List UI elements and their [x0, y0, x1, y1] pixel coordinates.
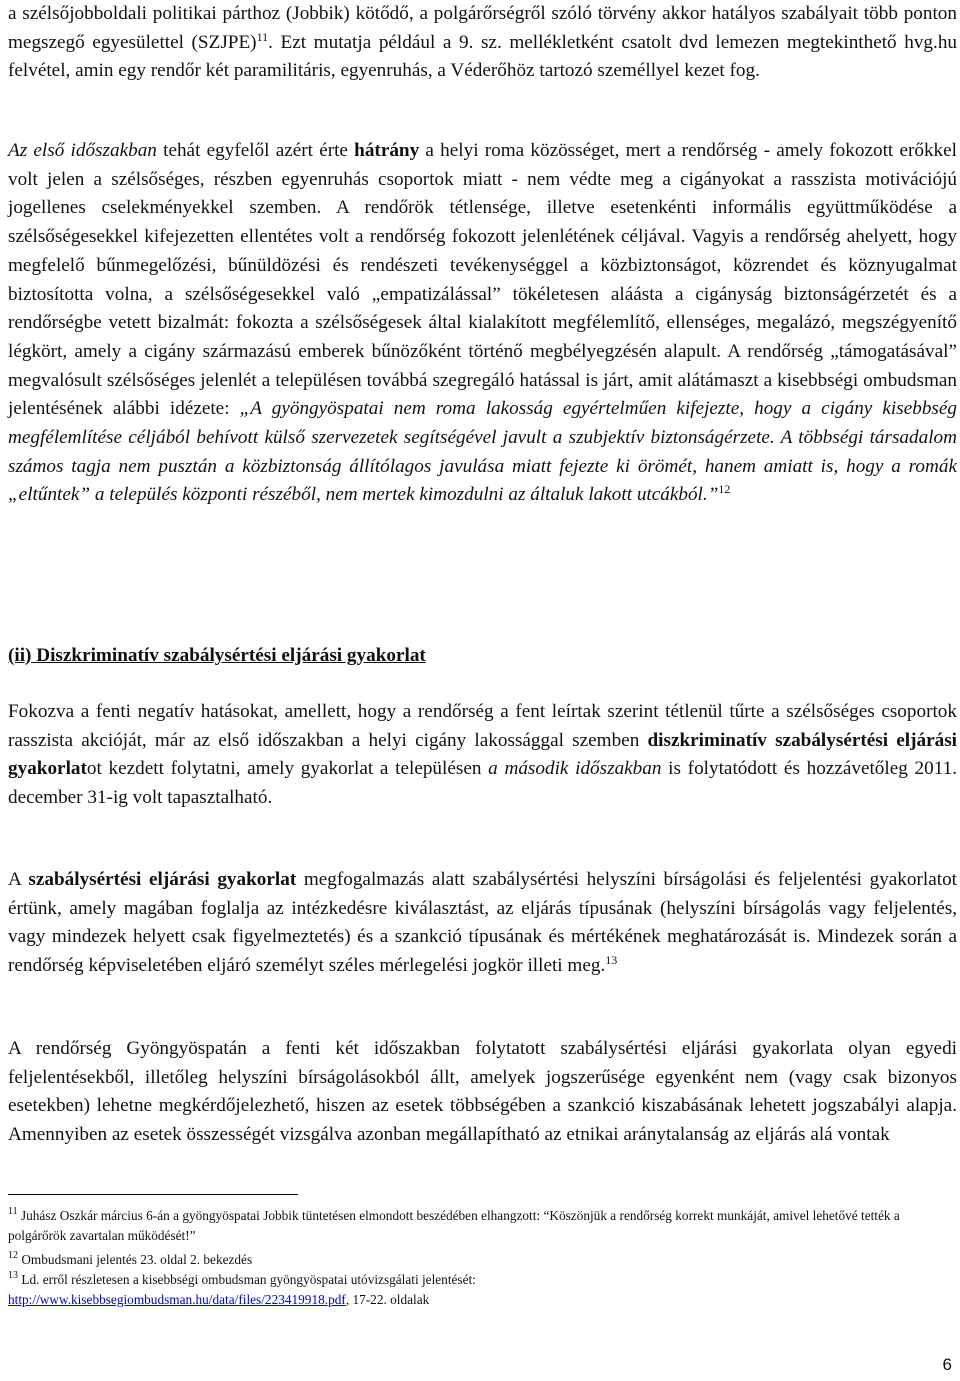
footnote-ref-12[interactable]: 12 [718, 482, 731, 497]
footnote-12 [8, 1250, 957, 1270]
footnote-ref-11[interactable]: 11 [256, 29, 269, 44]
page-number: 6 [942, 1355, 952, 1374]
bold-term: hátrány [354, 140, 420, 161]
paragraph-gyongyospata [8, 1035, 957, 1150]
text: is folytatódott és hozzávetőleg 2011. december 31-ig volt tapasztalható. [8, 758, 957, 809]
paragraph-first-period [8, 137, 957, 510]
footnote-13 [8, 1270, 957, 1309]
footnote-number: 13 [8, 1270, 18, 1281]
text: tehát egyfelől azért érte [156, 140, 355, 161]
text: ot kezdett folytatni, amely gyakorlat a településen [86, 758, 489, 780]
paragraph-szjpe [8, 0, 957, 86]
bold-term: szabálysértési eljárási gyakorlat [28, 869, 297, 890]
footnote-number: 12 [8, 1250, 18, 1261]
section-heading: (ii) Diszkriminatív szabálysértési eljárási gyakorlat [8, 645, 426, 666]
footnote-text: Ld. erről részletesen a kisebbségi ombudsman gyöngyöspatai utóvizsgálati jelentését: [18, 1272, 476, 1287]
footnote-link[interactable]: http://www.kisebbsegiombudsman.hu/data/files/223419918.pdf [8, 1291, 346, 1307]
italic-term: a második időszakban [488, 758, 662, 780]
text: megfogalmazás alatt szabálysértési helyszíni bírságolási és feljelentési gyakorlatot értünk, amely magában foglalja az intézkedésre kiválasztást, az eljárás típusának (helyszíni bírságolás vagy feljelentés, vagy mindezek helyett csak figyelmeztetés) és a szankció típusának és mértékének meghatározását is. Mindezek során a rendőrség képviseletében eljáró személyt széles mérlegelési jogkör illeti meg. [8, 869, 957, 977]
ombudsman-quote: „A gyöngyöspatai nem roma lakosság egyértelműen kifejezte, hogy a cigány kisebbség megfélemlítése céljából behívott külső szervezetek segítségével javult a szubjektív biztonságérzete. A többségi társadalom számos tagja nem pusztán a közbiztonság állítólagos javulása miatt fejezte ki örömét, hanem amiatt is, hogy a romák „eltűntek” a település központi részéből, nem mertek kimozdulni az általuk lakott utcákból.” [8, 398, 958, 506]
text: . Ezt mutatja például a 9. sz. mellékletként csatolt dvd lemezen megtekinthető hvg.hu felvétel, amin egy rendőr két paramilitáris, egyenruhás, a Véderőhöz tartozó személlyel kezet fog. [8, 31, 958, 82]
footnote-11 [8, 1206, 957, 1245]
footnote-text: Ombudsmani jelentés 23. oldal 2. bekezdés [18, 1252, 253, 1267]
bold-term: diszkriminatív szabálysértési eljárási gyakorlat [8, 729, 957, 780]
footnote-number: 11 [8, 1206, 18, 1217]
footnote-text: Juhász Oszkár március 6-án a gyöngyöspatai Jobbik tüntetésen elmondott beszédében elhangzott: “Köszönjük a rendőrség korrekt munkáját, amivel lehetővé tették a polgárőrök zavartalan működését!” [8, 1208, 900, 1243]
paragraph-definition [8, 866, 957, 981]
text: A [8, 869, 29, 890]
text: A rendőrség Gyöngyöspatán a fenti két időszakban folytatott szabálysértési eljárási gyakorlata olyan egyedi feljelentésekből, illetőleg helyszíni bírságolásokból állt, amelyek jogszerűsége egyenként nem (vagy csak bizonyos esetekben) lehetne megkérdőjelezhető, hiszen az esetek többségében a szankció kiszabásának lehetett jogszabályi alapja. Amennyiben az esetek összességét vizsgálva azonban megállapítható az etnikai aránytalanság az eljárás alá vontak [8, 1038, 957, 1146]
text: a szélsőjobboldali politikai párthoz (Jobbik) kötődő, a polgárőrségről szóló törvény akkor hatályos szabályait több ponton megszegő egyesülettel (SZJPE) [8, 3, 957, 53]
footnote-ref-13[interactable]: 13 [605, 953, 618, 968]
text: Fokozva a fenti negatív hatásokat, amellett, hogy a rendőrség a fent leírtak szerint tétlenül tűrte a szélsőséges csoportok rasszista akcióját, már az első időszakban a helyi cigány lakossággal szemben [8, 701, 957, 751]
footnote-separator [8, 1194, 298, 1195]
paragraph-fokozva [8, 698, 957, 813]
footnote-text: , 17-22. oldalak [345, 1291, 430, 1307]
italic-term: Az első időszakban [8, 140, 157, 161]
text: a helyi roma közösséget, mert a rendőrség - amely fokozott erőkkel volt jelen a szélsőséges, részben egyenruhás csoportok miatt - nem védte meg a cigányokat a rasszista motivációjú jogellenes cselekményekkel szemben. A rendőrök tétlensége, illetve esetenkénti informális együttműködése a szélsőségesekkel kifejezetten ellentétes volt a rendőrség fokozott jelenlétének céljával. Vagyis a rendőrség ahelyett, hogy megfelelő bűnmegelőzési, bűnüldözési és rendészeti tevékenységgel a közbiztonságot, közrendet és köznyugalmat biztosította volna, a szélsőségesekkel való „empatizálással” tökéletesen aláásta a cigányság biztonságérzetét és a rendőrségbe vetett bizalmát: fokozta a szélsőségesek által kialakított megfélemlítő, ellenséges, megalázó, megszégyenítő légkört, amely a cigány származású emberek bűnözőként történő megbélyegzésén alapult. A rendőrség „támogatásával” megvalósult szélsőséges jelenlét a településen továbbá szegregáló hatással is járt, amit alátámaszt a kisebbségi ombudsman jelentésének alábbi idézete: [8, 140, 957, 420]
